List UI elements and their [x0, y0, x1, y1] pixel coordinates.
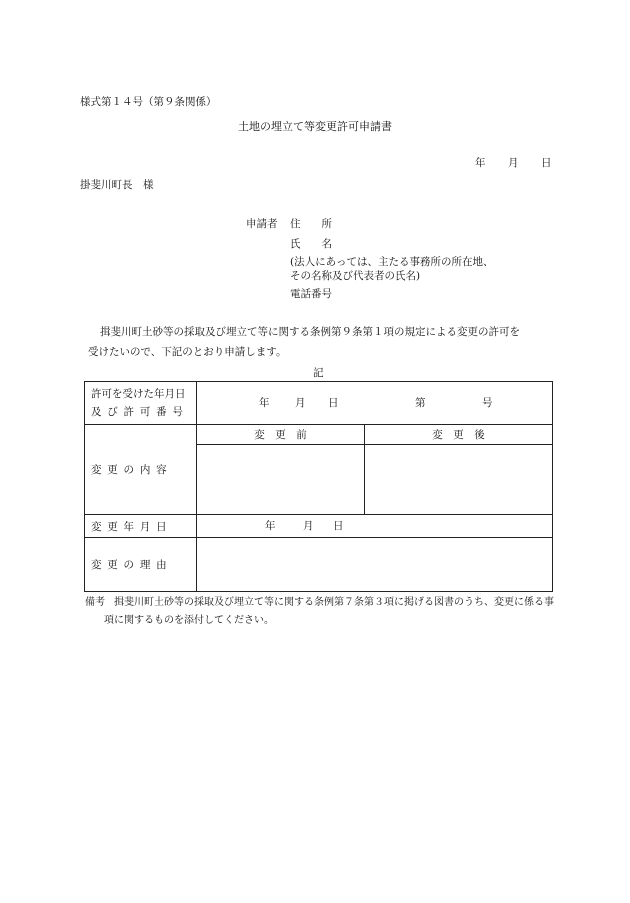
phone-label: 電話番号 — [290, 288, 332, 300]
change-content-label-cell — [85, 425, 197, 515]
before-content-field[interactable] — [197, 445, 365, 515]
form-number: 様式第１４号（第９条関係） — [80, 96, 217, 108]
application-table — [84, 381, 553, 592]
permit-label-line1 — [91, 385, 191, 403]
permit-label-text1: 許可を受けた年月日 — [91, 387, 186, 400]
permit-label-line2 — [91, 403, 196, 421]
permit-row — [85, 382, 553, 425]
change-month-label: 月 — [303, 520, 314, 532]
remarks-line2: 項に関するものを添付してください。 — [104, 615, 274, 626]
change-day-label: 日 — [333, 520, 344, 532]
after-header: 変 更 後 — [432, 429, 485, 441]
permit-go-label: 号 — [482, 397, 493, 409]
body-text-line2: 受けたいので、下記のとおり申請します。 — [88, 346, 287, 358]
change-date-label: 変更年月日 — [91, 520, 173, 533]
date-day-label: 日 — [541, 157, 552, 169]
change-date-value-cell[interactable] — [197, 515, 553, 538]
permit-dai-label: 第 — [415, 397, 426, 409]
addressee: 掛斐川町長 様 — [80, 179, 154, 191]
date-month-label: 月 — [508, 157, 519, 169]
address-label: 住 所 — [290, 218, 332, 230]
after-header-cell — [365, 425, 553, 445]
remarks-label: 備考 — [85, 597, 105, 608]
ki-heading: 記 — [313, 367, 324, 379]
page-title: 土地の埋立て等変更許可申請書 — [238, 120, 392, 133]
permit-year-label: 年 — [259, 397, 270, 409]
change-year-label: 年 — [265, 520, 276, 532]
change-reason-label-cell — [85, 538, 197, 592]
change-reason-row — [85, 538, 553, 592]
before-header: 変 更 前 — [254, 429, 307, 441]
before-header-cell — [197, 425, 365, 445]
change-content-header-row — [85, 425, 553, 445]
change-reason-field[interactable] — [197, 538, 553, 592]
body-text-line1: 揖斐川町土砂等の採取及び埋立て等に関する条例第９条第１項の規定による変更の許可を — [100, 326, 520, 338]
after-content-field[interactable] — [365, 445, 553, 515]
applicant-label: 申請者 — [246, 218, 278, 230]
permit-label-text2: 及び許可番号 — [91, 406, 189, 418]
corp-note-line2: その名称及び代表者の氏名) — [290, 270, 421, 282]
permit-label-cell — [85, 382, 197, 425]
permit-month-label: 月 — [295, 397, 306, 409]
change-content-label: 変更の内容 — [91, 464, 173, 476]
change-reason-label: 変更の理由 — [91, 559, 173, 571]
change-date-row — [85, 515, 553, 538]
date-year-label: 年 — [475, 157, 486, 169]
permit-value-cell[interactable] — [197, 382, 553, 425]
change-date-label-cell — [85, 515, 197, 538]
remarks-line1: 揖斐川町土砂等の採取及び埋立て等に関する条例第７条第３項に掲げる図書のうち、変更に係る事 — [114, 597, 554, 608]
permit-day-label: 日 — [328, 397, 339, 409]
name-label: 氏 名 — [290, 238, 332, 250]
corp-note-line1: (法人にあっては、主たる事務所の所在地、 — [290, 256, 494, 268]
